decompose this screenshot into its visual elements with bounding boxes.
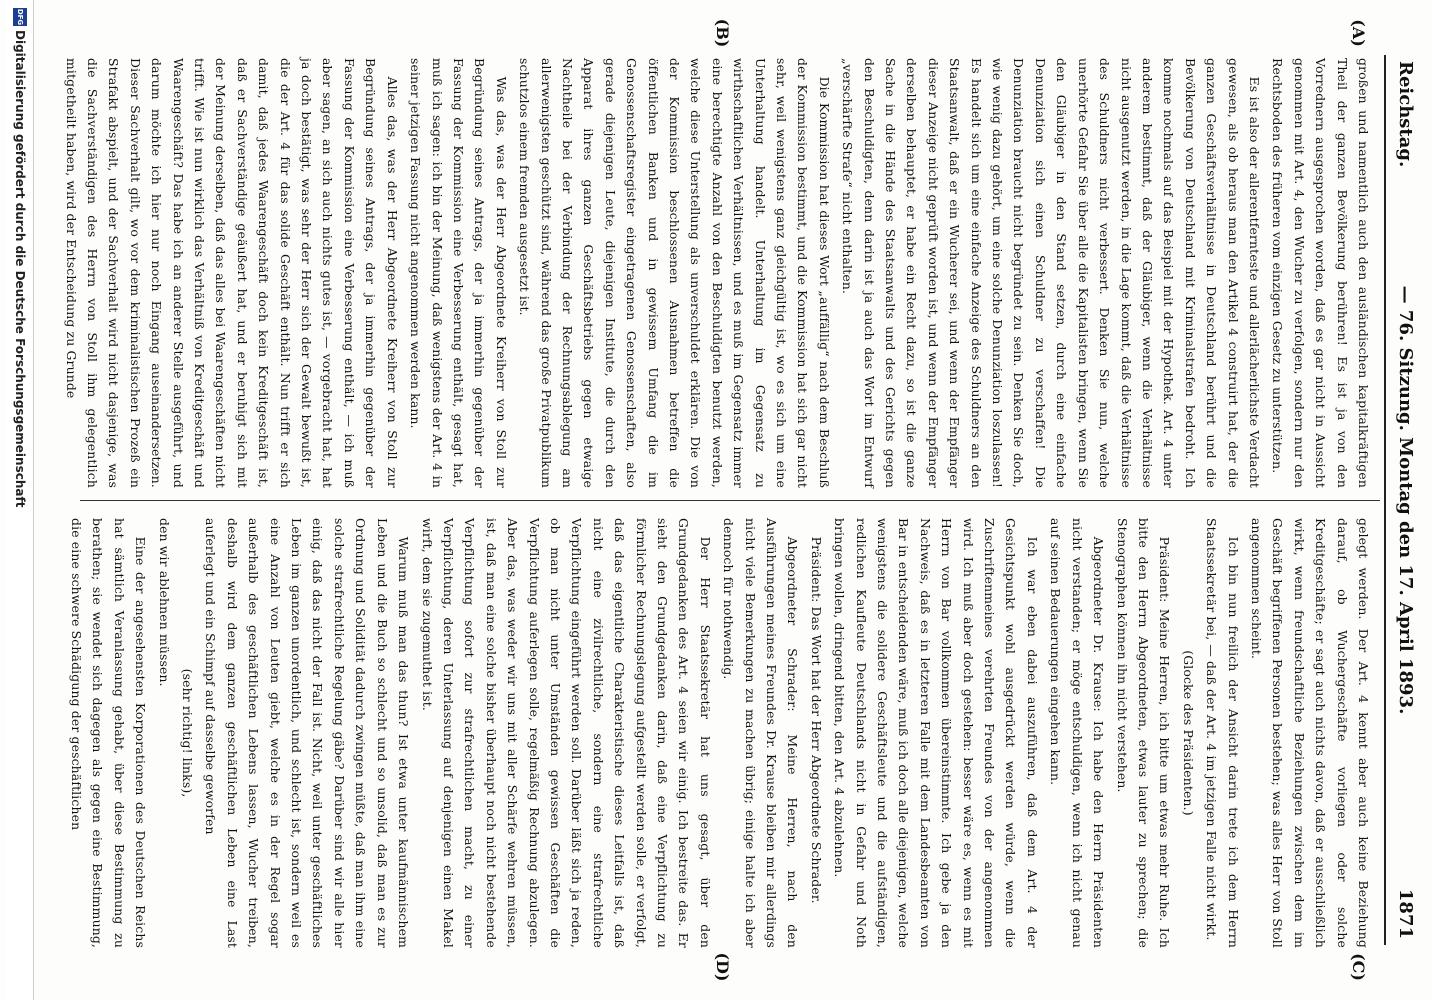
paragraph-schrader: Abgeordneter Schrader: Meine Herren, nach den Ausführungen meines Freundes Dr. Krause bleiben mir allerdings nicht viele Bemerkungen zu machen übrig; einige halte ich aber dennoch für nothwendig. [721,518,801,948]
margin-letter-a: (A) [1349,19,1368,47]
dfg-logo: DFG [13,8,27,26]
paragraph: Eine der angesehensten Korporationen des Deutschen Reichs hat sämtlich Veranlassung gehabt, über diese Bestimmung zu berathen; sie wendet sich dagegen als gegen eine Bestimmung, die eine schwere Schädigung der geschäftlichen [69,518,149,948]
margin-letter-b: (B) [713,18,732,48]
header-left: Reichstag. [1395,61,1416,168]
paragraph: Es ist also der allerentfernteste und allerlächerlichste Verdacht gewesen, als ob heraus man den Artikel 4 construirt hat, der die ganzen Geschäftsverhältnisse in Deutschland berührt und die Bevölkerung von Deutschland mit Kriminalstrafen bedroht. Ich komme nochmals auf das Beispiel mit der Hypothek. Art. 4 unter anderem bestimmt, daß der Gläubiger, wenn die Verhältnisse nicht ausgenutzt werden, in die Lage kommt, daß die Verhältnisse des Schuldners nicht verbessert. Denken Sie nun, welche unerhörte Gefahr Sie über alle die Kapitalisten bringen, wenn Sie den Gläubiger in den Stand setzen, durch eine einfache Denunziation sich einen Schuldner zu verschaffen! Die Denunziation braucht nicht begründet zu sein. Denken Sie doch, wie wenig dazu gehört, um eine solche Denunziation loszulassen! Es handelt sich um eine einfache Anzeige des Schuldners an den Staatsanwalt, daß er ein Wucherer sei, und wenn der Empfänger dieser Anzeige nicht geprüft worden ist, und wenn der Empfänger derselben behauptet, er habe ein Recht dazu, so ist die ganze Sache in die Hände des Staatsanwalts und des Gerichts gegen den Beschuldigten, denn darin ist ja auch das Wort im Entwurf „verschärfte Strafe“ nicht enthalten. [840,58,1262,488]
left-column [63,58,1374,488]
paragraph: Die Kommission hat dieses Wort „auffällig“ nach dem Beschluß der Kommission bestimmt, und die Kommission hat sich gar nicht sehr, weil wenigstens ganz gleichgültig ist, wo es sich um eine Unterhaltung handelt. Unterhaltung im Gegensatz zu wirthschaftlichen Verhältnissen, und es muß im Gegensatz immer eine berechtigte Anzahl von den Beschuldigten benutzt werden, welche diese Unterstellung als unverschuldet erklären. Die von der Kommission beschlossenen Ausnahmen betreffen die öffentlichen Banken und in gewissem Umfang die im Genossenschaftsregister eingetragenen Genossenschaften, also gerade diejenigen Leute, diejenigen Institute, die durch den Apparat ihres ganzen Geschäftsbetriebs gegen etwaige Nachtheile bei der Verbindung der Rechnungsablegung am allerwenigsten geschützt sind, während das große Privatpublikum schutzlos einem fremden ausgesetzt ist. [517,58,832,488]
right-column [69,518,1374,948]
paragraph: gelegt werden. Der Art. 4 kennt aber auch keine Beziehung darauf, ob Wuchergeschäfte vorliegen oder solche Kreditgeschäfte; er sagt auch nichts davon, daß er ausschließlich wirkt, wenn freundschaftliche Beziehungen zwischen dem im Geschäft begriffenen Personen bestehen; was alles Herr von Stoll angenommen scheint. [1248,518,1371,948]
page-header [1384,55,1426,945]
paragraph: Alles das, was der Herr Abgeordnete Kreiherr von Stoll zur Begründung seines Antrags, der ja immerhin gegenüber der Fassung der Kommission eine Verbesserung enthält, — ich muß aber sagen, an sich auch nichts gutes ist, — vorgebracht hat, hat ja doch bestätigt, was sehr der Herr sich der Gewalt bewußt ist, die der Art. 4 für das solide Geschäft enthält. Nun trifft er sich damit, daß jedes Waarengeschäft doch kein Kreditgeschäft ist, daß er Sachverständige geäußert hat, und er beruhigt sich mit der Meinung derselben, daß das alles bei Waarengeschäften nicht trifft. Wie ist nun wirklich das Verhältniß von Kreditgeschäft und Waarengeschäft? Das habe ich an anderer Stelle ausgeführt, und darum möchte ich hier nur noch Eingang auseinandersetzen. Dieser Sachverhalt gilt, wo vor dem kriminalistischen Prozeß ein Strafakt abspielt, und der Sachverhalt wird nicht dasjenige, was die Sachverständigen des Herrn von Stoll ihm gelegentlich mitgetheilt haben, wird der Entscheidung zu Grunde [63,58,400,488]
paragraph: Was das, was der Herr Abgeordnete Kreiherr von Stoll zur Begründung seines Antrags, der ja immerhin gegenüber der Fassung der Kommission eine Verbesserung enthält, gesagt hat, muß ich sagen: ich bin der Meinung, daß wenigstens der Art. 4 in seiner jetzigen Fassung nicht angenommen werden kann. [408,58,509,488]
paragraph-president: Präsident: Meine Herren, ich bitte um etwas mehr Ruhe. Ich bitte den Herrn Abgeordneten, etwas lauter zu sprechen; die Stenographen können ihn nicht verstehen. [1114,518,1173,948]
footer-strip [5,0,34,1000]
margin-letter-d: (D) [713,952,732,982]
stage-direction: (sehr richtig! links), [180,668,196,798]
column-divider [80,500,1380,501]
paragraph: Der Herr Staatssekretär hat uns gesagt, über den Grundgedanken des Art. 4 seien wir einig. Ich bestreite das. Er sieht den Grundgedanken darin, daß eine Verpflichtung zu förmlicher Rechnungslegung aufgestellt werden solle, er verfolgt, daß das eigentliche Charakteristische dieses Leitfalls ist, daß nicht eine zivilrechtliche, sondern eine strafrechtliche Verpflichtung eingeführt werden soll. Darüber läßt sich ja reden, ob man nicht unter Umständen gewissen Geschäften die Verpflichtung auferlegen solle, regelmäßig Rechnung abzulegen. Aber das, was weder wir uns mit aller Schärfe wehren müssen, ist, daß man eine solche bisher überhaupt noch nicht bestehende Verpflichtung sofort zur strafrechtlichen macht, zu einer Verpflichtung, deren Unterlassung auf denjenigen einen Makel wirft, dem sie zugemuthet ist. [419,518,713,948]
paragraph: Ich bin nun freilich der Ansicht darin trete ich dem Herrn Staatssekretär bei, — daß der Art. 4 im jetzigen Falle nicht wirkt. [1204,518,1241,948]
stage-direction: (Glocke des Präsidenten.) [1180,650,1196,816]
header-center: — 76. Sitzung. Montag den 17. April 1893. [1395,285,1416,715]
paragraph-president: Präsident: Das Wort hat der Herr Abgeordnete Schrader. [808,536,824,904]
footer-text: Digitalisierung gefördert durch die Deutsche Forschungsgemeinschaft [13,30,27,508]
paragraph: großen und namentlich auch den ausländischen kapitalkräftigen Theil der ganzen Bevölkerung berühren! Es ist ja von den Vorrednern ausgesprochen worden, daß es gar nicht in Aussicht genommen mit Art. 4, den Wucher zu verfolgen, sondern nur den Rechtsboden des früheren vom einzigen Gesetz zu unterstützen. [1270,58,1371,488]
paragraph: Warum muß man das thun? Ist etwa unter kaufmännischem Leben und die Buch so schlecht und so unsolid, daß man es zur Ordnung und Solidität dadurch zwingen müßte, daß man ihm eine solche strafrechtliche Regelung gäbe? Darüber sind wir alle hier einig, daß das nicht der Fall ist. Nicht, weil unter geschäftliches Leben im ganzen unordentlich, und schlecht ist, sondern weil es eine Anzahl von Leuten giebt, welche es in der Regel sogar außerhalb des geschäftlichen Lebens lassen, Wucher treiben, deshalb wird dem ganzen geschäftlichen Leben eine Last auferlegt und ein Schimpf auf dasselbe geworfen [203,518,412,948]
paragraph: den wir ablehnen müssen. [156,518,172,687]
margin-letter-c: (C) [1349,953,1368,981]
page-number: 1871 [1395,888,1416,939]
paragraph-krause: Abgeordneter Dr. Krause: Ich habe den Herrn Präsidenten nicht verstanden; er möge entschuldigen, wenn ich nicht genau auf seinen Bedauerungen eingehen kann. [1048,518,1107,948]
paragraph: Ich war eben dabei auszuführen, daß dem Art. 4 der Gesichtspunkt wohl ausgedrückt werden würde, wenn die Zuschriftenmeines verehrten Freundes von der angenommen wird. Ich muß aber doch gestehen: besser wäre es, wenn es mit Herrn von Bar vollkommen übereinstimmte. Ich gebe ja den Nachweis, daß es in letzteren Falle mit dem Landesbeamten von Bar in entscheidenden wäre, muß ich doch alle diejenigen, welche wenigstens die solidere Geschäftsleute und die aufständigen, redlichen Kaufleute Deutschlands nicht in Gefahr und Noth bringen wollen, dringend bitten, den Art. 4 abzulehnen. [832,518,1040,948]
